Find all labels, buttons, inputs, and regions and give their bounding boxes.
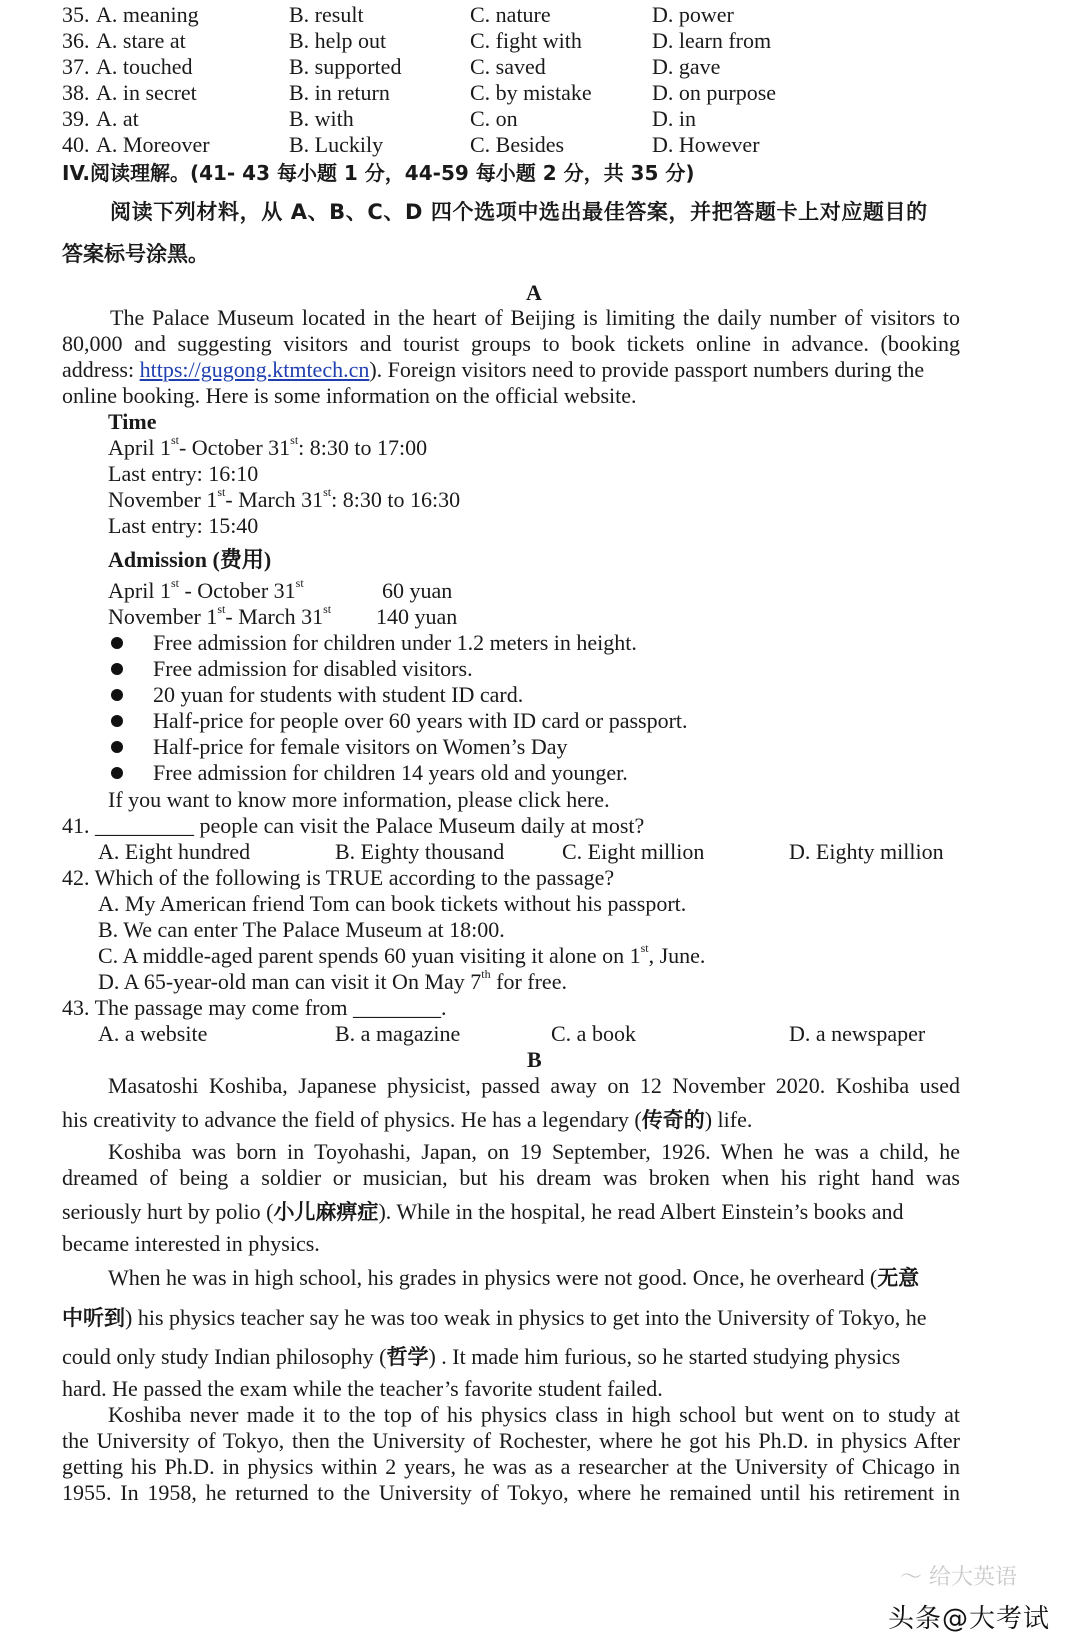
- section-heading: IV.阅读理解。(41- 43 每小题 1 分，44-59 每小题 2 分，共 35 分): [62, 161, 695, 185]
- more-info-line: If you want to know more information, please click here.: [108, 787, 610, 812]
- option-40-a: A. Moreover: [96, 132, 210, 157]
- option-37-b: B. supported: [289, 54, 402, 79]
- admission-line-2: November 1st- March 31st: [108, 601, 332, 629]
- question-42-option-c: C. A middle-aged parent spends 60 yuan visiting it alone on 1st, June.: [98, 940, 706, 968]
- bullet-item: Half-price for people over 60 years with ID card or passport.: [153, 708, 688, 733]
- option-row-36-num: 36.: [62, 28, 90, 53]
- option-row-40-num: 40.: [62, 132, 90, 157]
- bullet-item: Free admission for children 14 years old and younger.: [153, 760, 628, 785]
- question-43-option-d: D. a newspaper: [789, 1021, 926, 1046]
- bullet-item: Half-price for female visitors on Women’s Day: [153, 734, 568, 759]
- option-row-35-num: 35.: [62, 2, 90, 27]
- passage-b-p4-line-1: Koshiba never made it to the top of his physics class in high school but went on to study at: [108, 1402, 960, 1427]
- passage-b-p2-line-1: Koshiba was born in Toyohashi, Japan, on 19 September, 1926. When he was a child, he: [108, 1139, 960, 1164]
- booking-link[interactable]: https://gugong.ktmtech.cn: [139, 357, 370, 382]
- question-41-option-b: B. Eighty thousand: [335, 839, 505, 864]
- passage-b-p3-line-4: hard. He passed the exam while the teacher’s favorite student failed.: [62, 1376, 663, 1401]
- passage-b-p1-line-2: his creativity to advance the field of physics. He has a legendary (传奇的) life.: [62, 1107, 753, 1132]
- option-39-a: A. at: [96, 106, 139, 131]
- admission-price-1: 60 yuan: [382, 578, 453, 603]
- source-watermark: 头条@大考试: [887, 1604, 1050, 1634]
- option-row-38-num: 38.: [62, 80, 90, 105]
- bullet-dot: [111, 715, 123, 727]
- bullet-dot: [111, 663, 123, 675]
- option-35-d: D. power: [652, 2, 734, 27]
- bullet-item: Free admission for children under 1.2 meters in height.: [153, 630, 637, 655]
- option-36-a: A. stare at: [96, 28, 186, 53]
- section-instruction-line-1: 阅读下列材料，从 A、B、C、D 四个选项中选出最佳答案，并把答题卡上对应题目的: [110, 200, 928, 224]
- bullet-item: Free admission for disabled visitors.: [153, 656, 473, 681]
- option-40-d: D. However: [652, 132, 760, 157]
- time-line-3: November 1st- March 31st: 8:30 to 16:30: [108, 484, 461, 512]
- question-43-option-a: A. a website: [98, 1021, 208, 1046]
- passage-b-p2-line-2: dreamed of being a soldier or musician, but his dream was broken when his right hand was: [62, 1165, 960, 1190]
- option-40-b: B. Luckily: [289, 132, 384, 157]
- option-row-39-num: 39.: [62, 106, 90, 131]
- passage-b-label: B: [527, 1047, 542, 1072]
- passage-b-p3-line-2: 中听到) his physics teacher say he was too weak in physics to get into the University of Tokyo, he: [62, 1305, 927, 1330]
- bullet-dot: [111, 741, 123, 753]
- time-line-2: Last entry: 16:10: [108, 461, 259, 486]
- option-38-c: C. by mistake: [470, 80, 592, 105]
- question-41-option-a: A. Eight hundred: [98, 839, 251, 864]
- question-43-option-c: C. a book: [551, 1021, 636, 1046]
- option-35-a: A. meaning: [96, 2, 199, 27]
- passage-b-p3-line-3: could only study Indian philosophy (哲学) . It made him furious, so he started studying physics: [62, 1344, 901, 1369]
- passage-b-p2-line-4: became interested in physics.: [62, 1231, 320, 1256]
- option-36-d: D. learn from: [652, 28, 772, 53]
- passage-a-label: A: [526, 280, 542, 305]
- admission-line-1: April 1st - October 31st: [108, 575, 304, 603]
- question-43-stem: 43. The passage may come from ________.: [62, 995, 447, 1020]
- option-38-a: A. in secret: [96, 80, 197, 105]
- question-41-option-c: C. Eight million: [562, 839, 705, 864]
- option-36-b: B. help out: [289, 28, 387, 53]
- passage-b-p4-line-4: 1955. In 1958, he returned to the University of Tokyo, where he remained until his retirement in: [62, 1480, 960, 1505]
- question-43-option-b: B. a magazine: [335, 1021, 461, 1046]
- option-38-b: B. in return: [289, 80, 390, 105]
- option-39-c: C. on: [470, 106, 518, 131]
- bullet-dot: [111, 767, 123, 779]
- bullet-item: 20 yuan for students with student ID card.: [153, 682, 524, 707]
- option-37-c: C. saved: [470, 54, 546, 79]
- time-line-1: April 1st- October 31st: 8:30 to 17:00: [108, 432, 428, 460]
- passage-b-p4-line-2: the University of Tokyo, then the University of Rochester, where he got his Ph.D. in physics After: [62, 1428, 960, 1453]
- bullet-dot: [111, 637, 123, 649]
- passage-a-intro-line-3: address: https://gugong.ktmtech.cn). Foreign visitors need to provide passport numbers during the: [62, 357, 925, 382]
- passage-b-p4-line-3: getting his Ph.D. in physics within 2 years, he was as a researcher at the University of Chicago in: [62, 1454, 960, 1479]
- passage-b-p3-line-1: When he was in high school, his grades in physics were not good. Once, he overheard (无意: [108, 1265, 920, 1290]
- option-36-c: C. fight with: [470, 28, 582, 53]
- option-40-c: C. Besides: [470, 132, 565, 157]
- section-instruction-line-2: 答案标号涂黑。: [62, 242, 209, 266]
- admission-heading: Admission (费用): [108, 547, 272, 572]
- option-39-b: B. with: [289, 106, 354, 131]
- option-38-d: D. on purpose: [652, 80, 777, 105]
- question-42-option-b: B. We can enter The Palace Museum at 18:00.: [98, 917, 505, 942]
- option-37-a: A. touched: [96, 54, 193, 79]
- option-row-37-num: 37.: [62, 54, 90, 79]
- question-42-stem: 42. Which of the following is TRUE according to the passage?: [62, 865, 615, 890]
- bullet-dot: [111, 689, 123, 701]
- time-heading: Time: [108, 409, 157, 434]
- option-37-d: D. gave: [652, 54, 721, 79]
- faint-watermark: ～ 给大英语: [900, 1565, 1017, 1590]
- passage-b-p2-line-3: seriously hurt by polio (小儿麻痹症). While in the hospital, he read Albert Einstein’s books and: [62, 1199, 904, 1224]
- question-41-option-d: D. Eighty million: [789, 839, 944, 864]
- question-41-stem: 41. _________ people can visit the Palace Museum daily at most?: [62, 813, 645, 838]
- question-42-option-a: A. My American friend Tom can book tickets without his passport.: [98, 891, 687, 916]
- option-35-c: C. nature: [470, 2, 551, 27]
- time-line-4: Last entry: 15:40: [108, 513, 259, 538]
- admission-price-2: 140 yuan: [376, 604, 458, 629]
- passage-b-p1-line-1: Masatoshi Koshiba, Japanese physicist, passed away on 12 November 2020. Koshiba used: [108, 1073, 960, 1098]
- passage-a-intro-line-1: The Palace Museum located in the heart of Beijing is limiting the daily number of visitors to: [110, 305, 960, 330]
- option-35-b: B. result: [289, 2, 364, 27]
- passage-a-intro-line-4: online booking. Here is some information on the official website.: [62, 383, 637, 408]
- passage-a-intro-line-2: 80,000 and suggesting visitors and tourist groups to book tickets online in advance. (booking: [62, 331, 960, 356]
- question-42-option-d: D. A 65-year-old man can visit it On May 7th for free.: [98, 966, 567, 994]
- option-39-d: D. in: [652, 106, 696, 131]
